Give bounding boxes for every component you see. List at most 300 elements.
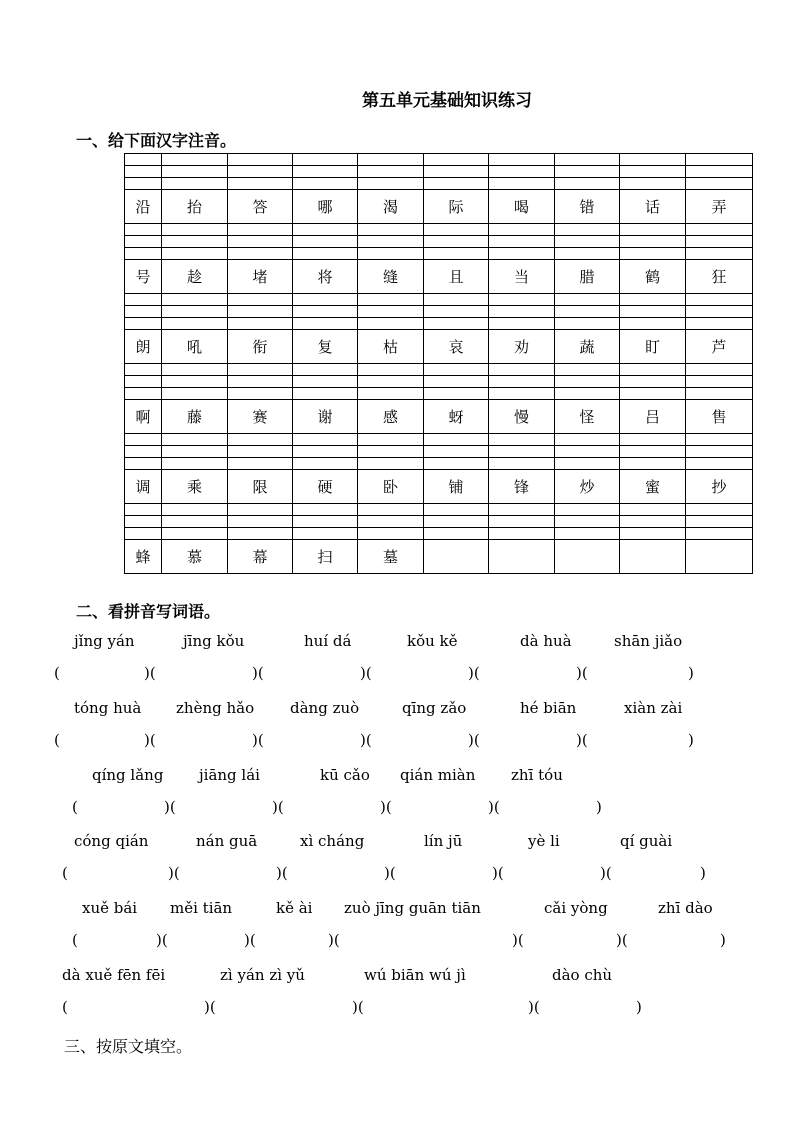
pinyin-blank-cell[interactable] bbox=[620, 236, 686, 248]
pinyin-blank-cell[interactable] bbox=[228, 388, 293, 400]
pinyin-blank-cell[interactable] bbox=[358, 178, 424, 190]
pinyin-word: cǎi yòng bbox=[544, 899, 608, 917]
pinyin-blank-row bbox=[125, 224, 753, 236]
pinyin-blank-cell[interactable] bbox=[686, 516, 753, 528]
pinyin-blank-cell[interactable] bbox=[620, 166, 686, 178]
answer-blank[interactable] bbox=[374, 664, 466, 682]
pinyin-blank-cell[interactable] bbox=[686, 318, 753, 330]
pinyin-blank-cell[interactable] bbox=[424, 458, 489, 470]
pinyin-blank-cell[interactable] bbox=[228, 306, 293, 318]
pinyin-blank-cell[interactable] bbox=[620, 178, 686, 190]
pinyin-blank-cell[interactable] bbox=[424, 154, 489, 166]
pinyin-blank-cell[interactable] bbox=[620, 364, 686, 376]
answer-blank[interactable] bbox=[542, 998, 634, 1016]
pinyin-blank-cell[interactable] bbox=[424, 516, 489, 528]
pinyin-blank-cell[interactable] bbox=[293, 294, 358, 306]
pinyin-blank-cell[interactable] bbox=[162, 458, 228, 470]
pinyin-blank-cell[interactable] bbox=[125, 318, 162, 330]
answer-blank[interactable] bbox=[158, 731, 250, 749]
pinyin-blank-cell[interactable] bbox=[358, 154, 424, 166]
pinyin-blank-cell[interactable] bbox=[358, 306, 424, 318]
pinyin-blank-cell[interactable] bbox=[293, 154, 358, 166]
answer-bracket: ( bbox=[72, 798, 78, 816]
answer-blank[interactable] bbox=[158, 664, 250, 682]
answer-bracket: ) bbox=[700, 864, 706, 882]
pinyin-word: kǒu kě bbox=[407, 632, 458, 650]
pinyin-blank-row bbox=[125, 458, 753, 470]
pinyin-blank-cell[interactable] bbox=[293, 318, 358, 330]
pinyin-blank-cell[interactable] bbox=[620, 248, 686, 260]
pinyin-blank-cell[interactable] bbox=[555, 434, 620, 446]
answer-blank[interactable] bbox=[266, 731, 358, 749]
pinyin-blank-cell[interactable] bbox=[162, 516, 228, 528]
pinyin-blank-cell[interactable] bbox=[555, 504, 620, 516]
pinyin-blank-row bbox=[125, 516, 753, 528]
pinyin-blank-cell[interactable] bbox=[293, 178, 358, 190]
pinyin-blank-cell[interactable] bbox=[293, 236, 358, 248]
pinyin-blank-cell[interactable] bbox=[686, 154, 753, 166]
answer-blank[interactable] bbox=[526, 931, 614, 949]
character-cell: 锋 bbox=[489, 470, 555, 504]
pinyin-blank-cell[interactable] bbox=[489, 388, 555, 400]
pinyin-blank-cell[interactable] bbox=[489, 528, 555, 540]
pinyin-blank-cell[interactable] bbox=[620, 458, 686, 470]
pinyin-blank-cell[interactable] bbox=[424, 318, 489, 330]
pinyin-word: kě ài bbox=[276, 899, 313, 917]
answer-bracket: )( bbox=[468, 664, 480, 682]
answer-bracket: ) bbox=[688, 731, 694, 749]
pinyin-blank-row bbox=[125, 294, 753, 306]
answer-blank[interactable] bbox=[258, 931, 326, 949]
pinyin-blank-cell[interactable] bbox=[125, 446, 162, 458]
pinyin-blank-cell[interactable] bbox=[489, 434, 555, 446]
pinyin-blank-cell[interactable] bbox=[228, 434, 293, 446]
pinyin-blank-cell[interactable] bbox=[555, 306, 620, 318]
character-cell: 答 bbox=[228, 190, 293, 224]
pinyin-word: kū cǎo bbox=[320, 766, 370, 784]
pinyin-blank-cell[interactable] bbox=[424, 446, 489, 458]
pinyin-blank-cell[interactable] bbox=[228, 224, 293, 236]
pinyin-blank-cell[interactable] bbox=[489, 364, 555, 376]
answer-blank[interactable] bbox=[68, 664, 142, 682]
pinyin-blank-cell[interactable] bbox=[125, 154, 162, 166]
answer-blank[interactable] bbox=[342, 931, 510, 949]
answer-bracket: )( bbox=[384, 864, 396, 882]
pinyin-blank-cell[interactable] bbox=[293, 434, 358, 446]
pinyin-word: měi tiān bbox=[170, 899, 233, 917]
answer-bracket: )( bbox=[252, 664, 264, 682]
character-cell: 藤 bbox=[162, 400, 228, 434]
pinyin-blank-cell[interactable] bbox=[686, 446, 753, 458]
answer-bracket: )( bbox=[352, 998, 364, 1016]
pinyin-blank-cell[interactable] bbox=[125, 516, 162, 528]
answer-blank[interactable] bbox=[502, 798, 594, 816]
pinyin-blank-cell[interactable] bbox=[424, 388, 489, 400]
character-cell: 蔬 bbox=[555, 330, 620, 364]
pinyin-blank-cell[interactable] bbox=[162, 376, 228, 388]
pinyin-blank-cell[interactable] bbox=[489, 446, 555, 458]
pinyin-blank-cell[interactable] bbox=[358, 434, 424, 446]
pinyin-blank-cell[interactable] bbox=[125, 376, 162, 388]
pinyin-blank-cell[interactable] bbox=[125, 434, 162, 446]
answer-blank[interactable] bbox=[366, 998, 526, 1016]
pinyin-word: zhèng hǎo bbox=[176, 699, 255, 717]
pinyin-blank-cell[interactable] bbox=[358, 248, 424, 260]
pinyin-blank-cell[interactable] bbox=[228, 528, 293, 540]
pinyin-blank-cell[interactable] bbox=[162, 154, 228, 166]
pinyin-blank-cell[interactable] bbox=[162, 236, 228, 248]
pinyin-word: dàng zuò bbox=[290, 699, 360, 717]
pinyin-blank-cell[interactable] bbox=[489, 166, 555, 178]
character-row bbox=[125, 260, 753, 294]
answer-blank[interactable] bbox=[86, 798, 162, 816]
pinyin-blank-cell[interactable] bbox=[555, 294, 620, 306]
pinyin-blank-cell[interactable] bbox=[358, 224, 424, 236]
pinyin-blank-cell[interactable] bbox=[424, 224, 489, 236]
pinyin-blank-cell[interactable] bbox=[293, 388, 358, 400]
pinyin-blank-cell[interactable] bbox=[228, 236, 293, 248]
pinyin-blank-cell[interactable] bbox=[555, 458, 620, 470]
answer-bracket: )( bbox=[576, 664, 588, 682]
pinyin-blank-cell[interactable] bbox=[358, 388, 424, 400]
pinyin-blank-cell[interactable] bbox=[125, 458, 162, 470]
answer-bracket: )( bbox=[276, 864, 288, 882]
answer-bracket: )( bbox=[360, 664, 372, 682]
character-cell: 当 bbox=[489, 260, 555, 294]
pinyin-blank-cell[interactable] bbox=[489, 458, 555, 470]
pinyin-blank-cell[interactable] bbox=[424, 166, 489, 178]
pinyin-blank-cell[interactable] bbox=[358, 318, 424, 330]
pinyin-blank-cell[interactable] bbox=[125, 178, 162, 190]
pinyin-word: zuò jīng guān tiān bbox=[344, 899, 481, 917]
character-row bbox=[125, 470, 753, 504]
pinyin-blank-cell[interactable] bbox=[686, 528, 753, 540]
pinyin-blank-cell[interactable] bbox=[358, 528, 424, 540]
character-cell: 错 bbox=[555, 190, 620, 224]
pinyin-blank-row bbox=[125, 248, 753, 260]
pinyin-blank-cell[interactable] bbox=[293, 248, 358, 260]
pinyin-blank-cell[interactable] bbox=[162, 294, 228, 306]
pinyin-word: jiāng lái bbox=[199, 766, 260, 784]
character-cell: 弄 bbox=[686, 190, 753, 224]
pinyin-blank-cell[interactable] bbox=[293, 458, 358, 470]
pinyin-blank-cell[interactable] bbox=[620, 434, 686, 446]
pinyin-blank-cell[interactable] bbox=[555, 446, 620, 458]
pinyin-blank-cell[interactable] bbox=[358, 364, 424, 376]
pinyin-blank-cell[interactable] bbox=[489, 154, 555, 166]
pinyin-blank-cell[interactable] bbox=[489, 248, 555, 260]
pinyin-blank-row bbox=[125, 446, 753, 458]
pinyin-blank-cell[interactable] bbox=[686, 504, 753, 516]
pinyin-blank-cell[interactable] bbox=[489, 224, 555, 236]
answer-bracket: )( bbox=[600, 864, 612, 882]
character-row bbox=[125, 540, 753, 574]
pinyin-blank-cell[interactable] bbox=[358, 166, 424, 178]
answer-bracket: )( bbox=[144, 731, 156, 749]
pinyin-blank-cell[interactable] bbox=[358, 446, 424, 458]
pinyin-blank-cell[interactable] bbox=[358, 504, 424, 516]
answer-blank[interactable] bbox=[394, 798, 486, 816]
pinyin-blank-cell[interactable] bbox=[424, 236, 489, 248]
pinyin-blank-cell[interactable] bbox=[162, 318, 228, 330]
pinyin-blank-row bbox=[125, 236, 753, 248]
pinyin-blank-cell[interactable] bbox=[620, 388, 686, 400]
answer-bracket: )( bbox=[328, 931, 340, 949]
pinyin-blank-cell[interactable] bbox=[555, 154, 620, 166]
pinyin-blank-cell[interactable] bbox=[489, 294, 555, 306]
pinyin-blank-row bbox=[125, 364, 753, 376]
pinyin-blank-cell[interactable] bbox=[424, 528, 489, 540]
answer-blank[interactable] bbox=[290, 864, 382, 882]
pinyin-blank-cell[interactable] bbox=[228, 178, 293, 190]
pinyin-blank-cell[interactable] bbox=[686, 364, 753, 376]
pinyin-blank-cell[interactable] bbox=[228, 516, 293, 528]
pinyin-blank-row bbox=[125, 528, 753, 540]
pinyin-blank-cell[interactable] bbox=[293, 528, 358, 540]
character-cell: 蜂 bbox=[125, 540, 162, 574]
pinyin-blank-cell[interactable] bbox=[620, 154, 686, 166]
pinyin-blank-cell[interactable] bbox=[293, 364, 358, 376]
pinyin-blank-cell[interactable] bbox=[686, 248, 753, 260]
answer-blank[interactable] bbox=[614, 864, 698, 882]
answer-bracket: )( bbox=[360, 731, 372, 749]
answer-blank[interactable] bbox=[68, 731, 142, 749]
pinyin-word: zhī tóu bbox=[511, 766, 563, 784]
pinyin-blank-cell[interactable] bbox=[620, 294, 686, 306]
pinyin-blank-cell[interactable] bbox=[489, 178, 555, 190]
answer-bracket: )( bbox=[488, 798, 500, 816]
answer-blank[interactable] bbox=[286, 798, 378, 816]
character-cell: 幕 bbox=[228, 540, 293, 574]
pinyin-blank-cell[interactable] bbox=[489, 236, 555, 248]
pinyin-blank-cell[interactable] bbox=[489, 504, 555, 516]
pinyin-blank-cell[interactable] bbox=[228, 154, 293, 166]
pinyin-blank-cell[interactable] bbox=[162, 528, 228, 540]
pinyin-blank-cell[interactable] bbox=[358, 236, 424, 248]
answer-bracket: )( bbox=[272, 798, 284, 816]
pinyin-blank-cell[interactable] bbox=[293, 504, 358, 516]
character-cell: 怪 bbox=[555, 400, 620, 434]
pinyin-blank-cell[interactable] bbox=[555, 528, 620, 540]
pinyin-blank-cell[interactable] bbox=[686, 166, 753, 178]
answer-blank[interactable] bbox=[170, 931, 242, 949]
pinyin-blank-cell[interactable] bbox=[686, 294, 753, 306]
character-cell: 蜜 bbox=[620, 470, 686, 504]
pinyin-blank-cell[interactable] bbox=[686, 236, 753, 248]
pinyin-blank-cell[interactable] bbox=[125, 528, 162, 540]
answer-blank[interactable] bbox=[86, 931, 154, 949]
pinyin-blank-cell[interactable] bbox=[358, 294, 424, 306]
pinyin-blank-cell[interactable] bbox=[358, 458, 424, 470]
pinyin-blank-cell[interactable] bbox=[424, 364, 489, 376]
pinyin-blank-cell[interactable] bbox=[162, 306, 228, 318]
character-cell: 渴 bbox=[358, 190, 424, 224]
character-cell: 墓 bbox=[358, 540, 424, 574]
pinyin-blank-cell[interactable] bbox=[686, 178, 753, 190]
answer-bracket: ( bbox=[72, 931, 78, 949]
pinyin-blank-cell[interactable] bbox=[125, 236, 162, 248]
pinyin-blank-cell[interactable] bbox=[555, 248, 620, 260]
pinyin-blank-cell[interactable] bbox=[228, 376, 293, 388]
character-cell: 吕 bbox=[620, 400, 686, 434]
character-cell: 扫 bbox=[293, 540, 358, 574]
pinyin-blank-cell[interactable] bbox=[162, 166, 228, 178]
pinyin-blank-cell[interactable] bbox=[555, 364, 620, 376]
page-title: 第五单元基础知识练习 bbox=[362, 91, 532, 111]
character-cell: 话 bbox=[620, 190, 686, 224]
pinyin-blank-cell[interactable] bbox=[424, 306, 489, 318]
pinyin-blank-cell[interactable] bbox=[620, 528, 686, 540]
answer-blank[interactable] bbox=[76, 998, 202, 1016]
pinyin-blank-cell[interactable] bbox=[489, 516, 555, 528]
pinyin-word: qíng lǎng bbox=[92, 766, 164, 784]
pinyin-blank-cell[interactable] bbox=[293, 166, 358, 178]
pinyin-blank-cell[interactable] bbox=[162, 434, 228, 446]
pinyin-blank-cell[interactable] bbox=[489, 306, 555, 318]
pinyin-blank-cell[interactable] bbox=[686, 376, 753, 388]
pinyin-blank-cell[interactable] bbox=[686, 388, 753, 400]
character-row bbox=[125, 190, 753, 224]
answer-blank[interactable] bbox=[398, 864, 490, 882]
answer-blank[interactable] bbox=[590, 731, 686, 749]
pinyin-blank-cell[interactable] bbox=[555, 236, 620, 248]
pinyin-blank-cell[interactable] bbox=[125, 248, 162, 260]
pinyin-blank-cell[interactable] bbox=[555, 224, 620, 236]
answer-blank[interactable] bbox=[182, 864, 274, 882]
character-cell: 衔 bbox=[228, 330, 293, 364]
pinyin-blank-cell[interactable] bbox=[293, 516, 358, 528]
pinyin-word: wú biān wú jì bbox=[364, 966, 466, 984]
pinyin-blank-cell[interactable] bbox=[424, 434, 489, 446]
character-cell: 枯 bbox=[358, 330, 424, 364]
pinyin-blank-cell[interactable] bbox=[228, 364, 293, 376]
answer-blank[interactable] bbox=[218, 998, 350, 1016]
pinyin-blank-cell[interactable] bbox=[162, 388, 228, 400]
pinyin-word: hé biān bbox=[520, 699, 577, 717]
pinyin-blank-cell[interactable] bbox=[686, 306, 753, 318]
pinyin-blank-cell[interactable] bbox=[125, 166, 162, 178]
answer-bracket: ) bbox=[720, 931, 726, 949]
answer-bracket: )( bbox=[492, 864, 504, 882]
character-cell: 劝 bbox=[489, 330, 555, 364]
pinyin-blank-cell[interactable] bbox=[162, 504, 228, 516]
character-cell: 趁 bbox=[162, 260, 228, 294]
section-3-heading: 三、按原文填空。 bbox=[64, 1037, 193, 1056]
pinyin-blank-cell[interactable] bbox=[293, 376, 358, 388]
character-cell: 慢 bbox=[489, 400, 555, 434]
pinyin-blank-cell[interactable] bbox=[424, 178, 489, 190]
pinyin-blank-cell[interactable] bbox=[555, 166, 620, 178]
pinyin-blank-cell[interactable] bbox=[555, 178, 620, 190]
pinyin-blank-row bbox=[125, 154, 753, 166]
character-row bbox=[125, 400, 753, 434]
pinyin-blank-cell[interactable] bbox=[489, 318, 555, 330]
answer-blank[interactable] bbox=[590, 664, 686, 682]
answer-blank[interactable] bbox=[482, 731, 574, 749]
pinyin-blank-cell[interactable] bbox=[228, 458, 293, 470]
pinyin-blank-cell[interactable] bbox=[620, 504, 686, 516]
pinyin-blank-cell[interactable] bbox=[555, 516, 620, 528]
answer-bracket: )( bbox=[576, 731, 588, 749]
character-cell: 际 bbox=[424, 190, 489, 224]
pinyin-blank-cell[interactable] bbox=[293, 446, 358, 458]
pinyin-blank-cell[interactable] bbox=[125, 294, 162, 306]
pinyin-blank-cell[interactable] bbox=[686, 458, 753, 470]
pinyin-blank-cell[interactable] bbox=[125, 224, 162, 236]
answer-blank[interactable] bbox=[76, 864, 166, 882]
pinyin-blank-cell[interactable] bbox=[555, 318, 620, 330]
pinyin-word: zì yán zì yǔ bbox=[220, 966, 305, 984]
answer-blank[interactable] bbox=[178, 798, 270, 816]
pinyin-blank-cell[interactable] bbox=[228, 318, 293, 330]
pinyin-word: cóng qián bbox=[74, 832, 149, 850]
answer-blank[interactable] bbox=[506, 864, 598, 882]
character-cell bbox=[686, 540, 753, 574]
pinyin-blank-cell[interactable] bbox=[293, 224, 358, 236]
character-cell: 硬 bbox=[293, 470, 358, 504]
answer-blank[interactable] bbox=[266, 664, 358, 682]
answer-bracket: )( bbox=[164, 798, 176, 816]
character-cell: 谢 bbox=[293, 400, 358, 434]
pinyin-blank-cell[interactable] bbox=[620, 446, 686, 458]
pinyin-blank-cell[interactable] bbox=[228, 294, 293, 306]
answer-blank[interactable] bbox=[482, 664, 574, 682]
character-cell: 沿 bbox=[125, 190, 162, 224]
pinyin-blank-cell[interactable] bbox=[620, 306, 686, 318]
pinyin-blank-cell[interactable] bbox=[125, 306, 162, 318]
pinyin-blank-cell[interactable] bbox=[555, 388, 620, 400]
pinyin-blank-cell[interactable] bbox=[228, 248, 293, 260]
pinyin-blank-cell[interactable] bbox=[489, 376, 555, 388]
pinyin-blank-cell[interactable] bbox=[162, 446, 228, 458]
pinyin-blank-cell[interactable] bbox=[686, 434, 753, 446]
pinyin-blank-cell[interactable] bbox=[228, 446, 293, 458]
pinyin-word: lín jū bbox=[424, 832, 463, 850]
pinyin-blank-cell[interactable] bbox=[358, 516, 424, 528]
pinyin-word: yè li bbox=[528, 832, 560, 850]
pinyin-blank-cell[interactable] bbox=[620, 318, 686, 330]
pinyin-blank-cell[interactable] bbox=[162, 364, 228, 376]
pinyin-blank-cell[interactable] bbox=[358, 376, 424, 388]
pinyin-blank-cell[interactable] bbox=[125, 504, 162, 516]
pinyin-blank-cell[interactable] bbox=[620, 516, 686, 528]
pinyin-blank-cell[interactable] bbox=[293, 306, 358, 318]
pinyin-blank-cell[interactable] bbox=[620, 376, 686, 388]
answer-bracket: ( bbox=[54, 664, 60, 682]
pinyin-blank-cell[interactable] bbox=[162, 178, 228, 190]
pinyin-blank-cell[interactable] bbox=[424, 504, 489, 516]
pinyin-word: dà xuě fēn fēi bbox=[62, 966, 166, 984]
pinyin-blank-cell[interactable] bbox=[686, 224, 753, 236]
pinyin-blank-cell[interactable] bbox=[162, 224, 228, 236]
answer-blank[interactable] bbox=[630, 931, 718, 949]
pinyin-blank-cell[interactable] bbox=[228, 504, 293, 516]
pinyin-blank-cell[interactable] bbox=[424, 248, 489, 260]
pinyin-blank-cell[interactable] bbox=[228, 166, 293, 178]
pinyin-blank-cell[interactable] bbox=[620, 224, 686, 236]
pinyin-blank-cell[interactable] bbox=[555, 376, 620, 388]
answer-bracket: )( bbox=[156, 931, 168, 949]
pinyin-blank-cell[interactable] bbox=[162, 248, 228, 260]
pinyin-blank-cell[interactable] bbox=[125, 388, 162, 400]
pinyin-blank-row bbox=[125, 434, 753, 446]
pinyin-blank-cell[interactable] bbox=[424, 376, 489, 388]
pinyin-blank-cell[interactable] bbox=[424, 294, 489, 306]
pinyin-blank-cell[interactable] bbox=[125, 364, 162, 376]
answer-bracket: )( bbox=[512, 931, 524, 949]
character-cell bbox=[424, 540, 489, 574]
answer-blank[interactable] bbox=[374, 731, 466, 749]
